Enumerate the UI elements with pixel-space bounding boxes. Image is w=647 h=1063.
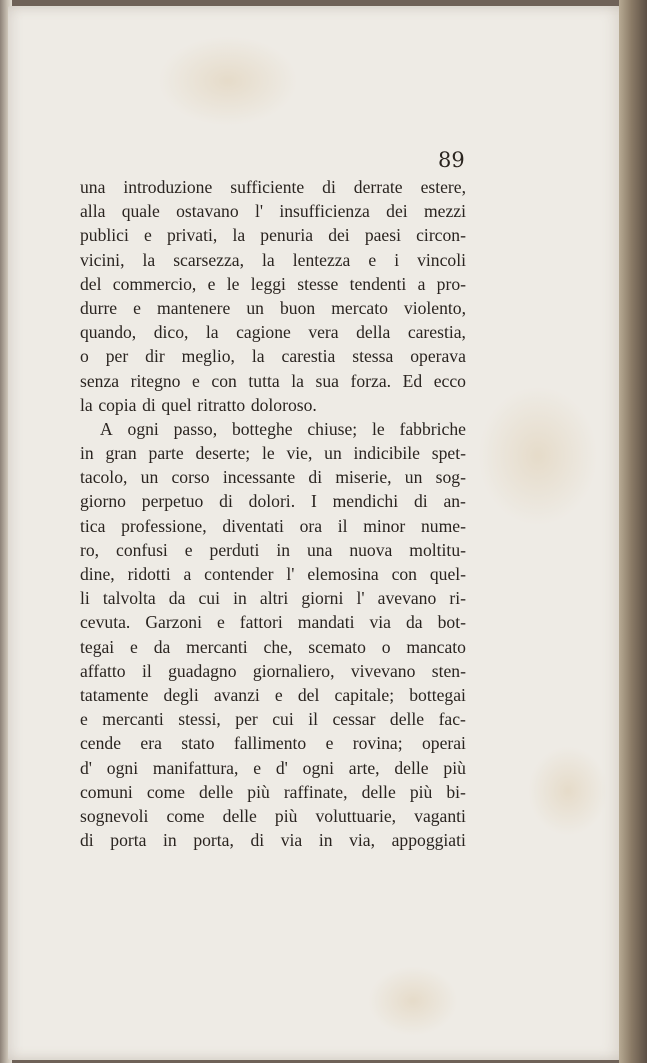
text-line: cevuta. Garzoni e fattori mandati via da bot- — [80, 612, 466, 633]
text-line: tegai e da mercanti che, scemato o mancato — [80, 636, 466, 657]
text-line: sognevoli come delle più voluttuarie, vaganti — [80, 805, 466, 826]
text-line: comuni come delle più raffinate, delle più bi- — [80, 781, 466, 802]
paper-stain — [528, 746, 608, 836]
text-line: la copia di quel ritratto doloroso. — [80, 394, 317, 415]
text-line: A ogni passo, botteghe chiuse; le fabbriche — [100, 418, 466, 439]
text-line: li talvolta da cui in altri giorni l' avevano ri- — [80, 588, 466, 609]
text-line: durre e mantenere un buon mercato violento, — [80, 297, 466, 318]
text-line: senza ritegno e con tutta la sua forza. Ed ecco — [80, 370, 466, 391]
text-line: giorno perpetuo di dolori. I mendichi di an- — [80, 491, 466, 512]
page-number: 89 — [438, 148, 465, 172]
text-line: affatto il guadagno giornaliero, vivevano sten- — [80, 660, 466, 681]
text-line: di porta in porta, di via in via, appoggiati — [80, 830, 466, 851]
paper-stain — [368, 966, 458, 1036]
text-line: dine, ridotti a contender l' elemosina con quel- — [80, 564, 466, 584]
text-line: alla quale ostavano l' insufficienza dei mezzi — [80, 201, 466, 222]
paper-stain — [478, 386, 598, 526]
body-text — [80, 175, 466, 852]
text-line: e mercanti stessi, per cui il cessar delle fac- — [80, 709, 466, 730]
text-line: una introduzione sufficiente di derrate estere, — [80, 177, 466, 197]
text-line: vicini, la scarsezza, la lentezza e i vincoli — [80, 249, 466, 270]
text-line: in gran parte deserte; le vie, un indicibile spet- — [80, 443, 466, 464]
text-line: tacolo, un corso incessante di miserie, un sog- — [80, 467, 466, 488]
text-line: tatamente degli avanzi e del capitale; bottegai — [80, 684, 466, 705]
text-line: d' ogni manifattura, e d' ogni arte, delle più — [80, 757, 466, 778]
text-line: ro, confusi e perduti in una nuova moltitu- — [80, 539, 466, 560]
text-line: cende era stato fallimento e rovina; operai — [80, 733, 466, 754]
paper-stain — [158, 36, 298, 126]
text-line: publici e privati, la penuria dei paesi circon- — [80, 225, 466, 246]
text-line: del commercio, e le leggi stesse tendenti a pro- — [80, 273, 466, 294]
text-line: quando, dico, la cagione vera della carestia, — [80, 322, 466, 343]
page-stack-edge — [619, 0, 647, 1063]
text-line: o per dir meglio, la carestia stessa operava — [80, 346, 466, 367]
text-line: tica professione, diventati ora il minor nume- — [80, 515, 466, 536]
